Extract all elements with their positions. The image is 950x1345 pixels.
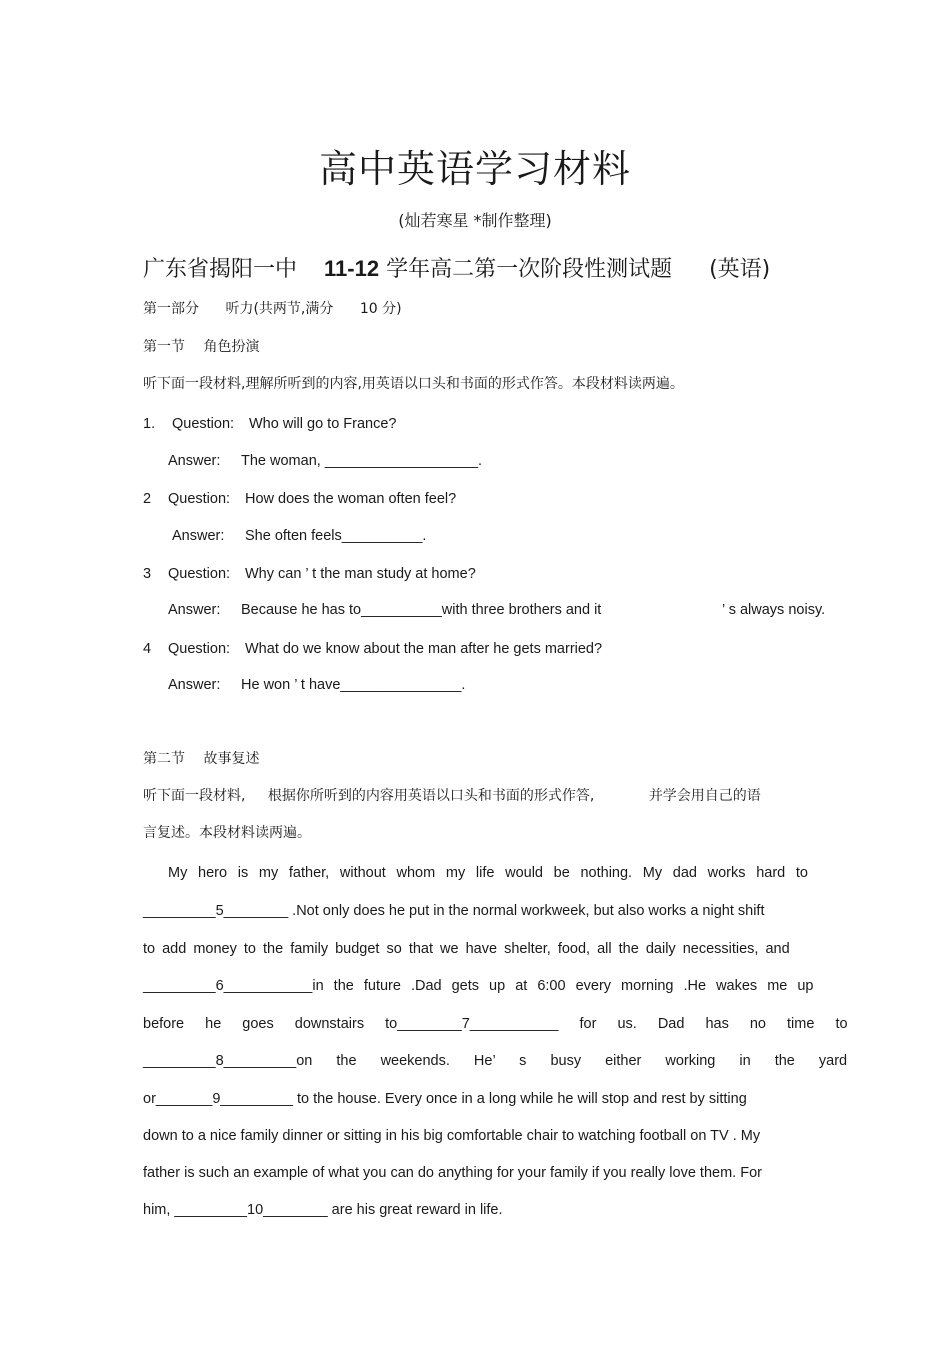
answer-label: Answer: — [168, 677, 221, 693]
passage-word: be — [553, 865, 570, 881]
passage-line: before he goes downstairs to________7___________ for us. Dad has no time to — [143, 1016, 848, 1032]
question-number: 3 — [143, 566, 152, 582]
passage-word: to — [795, 865, 808, 881]
question-text: Who will go to France? — [249, 416, 397, 432]
question-4 — [143, 640, 603, 658]
passage-word: works — [707, 865, 746, 881]
answer-label: Answer: — [168, 453, 221, 469]
question-label: Question: — [168, 566, 231, 582]
passage-word: my — [445, 865, 466, 881]
main-title: 高中英语学习材料 — [318, 147, 631, 191]
passage-line: father is such an example of what you can do anything for your family if you really love them. For — [143, 1165, 762, 1181]
section1-instructions: 听下面一段材料,理解所听到的内容,用英语以口头和书面的形式作答。本段材料读两遍。 — [143, 376, 684, 392]
section2-instructions — [143, 787, 761, 805]
answer-text: She often feels__________. — [245, 528, 427, 544]
passage-word: nothing. — [580, 865, 633, 881]
passage-line: _________5________ .Not only does he put in the normal workweek, but also works a night shift — [143, 903, 765, 919]
section2-instructions-a: 听下面一段材料, — [143, 788, 246, 804]
answer-2 — [172, 527, 427, 545]
passage-line: to add money to the family budget so that we have shelter, food, all the daily necessities, and — [143, 941, 790, 957]
passage-word: My — [642, 865, 663, 881]
part1-heading-desc: 听力(共两节,满分 — [225, 301, 334, 317]
section2-heading — [143, 750, 259, 768]
question-number: 4 — [143, 641, 152, 657]
passage-word: is — [237, 865, 249, 881]
question-text: How does the woman often feel? — [245, 491, 457, 507]
exam-title-school: 广东省揭阳一中 — [143, 257, 298, 282]
part1-heading-score: 10 分) — [359, 301, 402, 317]
answer-text: Because he has to__________with three brothers and it — [241, 602, 602, 618]
question-number: 2 — [143, 491, 152, 507]
answer-label: Answer: — [168, 602, 221, 618]
part1-heading-label: 第一部分 — [143, 301, 199, 317]
passage-word: without — [339, 865, 386, 881]
question-number: 1. — [143, 416, 156, 432]
passage-word: my — [258, 865, 279, 881]
answer-4 — [168, 676, 466, 694]
question-2 — [143, 490, 457, 508]
answer-text: He won ’ t have_______________. — [241, 677, 466, 693]
section2-label: 第二节 — [143, 751, 185, 767]
answer-text: The woman, ___________________. — [241, 453, 483, 469]
passage-word: hero — [198, 865, 228, 881]
exam-title-subject: (英语) — [709, 257, 771, 282]
passage-word: would — [505, 865, 543, 881]
passage-line: _________8_________on the weekends. He’ s busy either working in the yard — [143, 1053, 848, 1069]
exam-title-year: 11-12 — [324, 256, 380, 281]
passage-word: life — [475, 865, 495, 881]
exam-title — [143, 252, 770, 283]
section2-instructions-line2: 言复述。本段材料读两遍。 — [143, 825, 311, 841]
passage-line: him, _________10________ are his great reward in life. — [143, 1202, 503, 1218]
passage-line — [168, 864, 808, 882]
passage-word: dad — [672, 865, 697, 881]
passage-line: or_______9_________ to the house. Every once in a long while he will stop and rest by sitting — [143, 1091, 747, 1107]
passage-word: father, — [288, 865, 330, 881]
section2-instructions-c: 并学会用自己的语 — [648, 788, 761, 804]
question-text: Why can ’ t the man study at home? — [245, 566, 476, 582]
answer-3 — [168, 601, 826, 619]
question-3 — [143, 565, 476, 583]
question-label: Question: — [172, 416, 235, 432]
passage-word: hard — [756, 865, 786, 881]
section2-instructions-b: 根据你所听到的内容用英语以口头和书面的形式作答, — [267, 788, 595, 804]
passage-word: whom — [396, 865, 436, 881]
question-label: Question: — [168, 641, 231, 657]
question-1 — [143, 415, 397, 433]
section1-heading — [143, 338, 259, 356]
exam-title-name: 学年高二第一次阶段性测试题 — [386, 257, 673, 282]
passage-word: My — [168, 865, 188, 881]
section1-title: 角色扮演 — [203, 339, 260, 355]
question-text: What do we know about the man after he gets married? — [245, 641, 603, 657]
question-label: Question: — [168, 491, 231, 507]
answer-text-tail: ’ s always noisy. — [722, 602, 826, 618]
subtitle: (灿若寒星 *制作整理) — [398, 211, 552, 230]
part1-heading — [143, 300, 402, 318]
passage-line: down to a nice family dinner or sitting in his big comfortable chair to watching football on TV . My — [143, 1128, 761, 1144]
answer-label: Answer: — [172, 528, 225, 544]
section2-title: 故事复述 — [203, 751, 260, 767]
passage-line: _________6___________in the future .Dad gets up at 6:00 every morning .He wakes me up — [143, 978, 814, 994]
answer-1 — [168, 452, 483, 470]
section1-label: 第一节 — [143, 339, 185, 355]
